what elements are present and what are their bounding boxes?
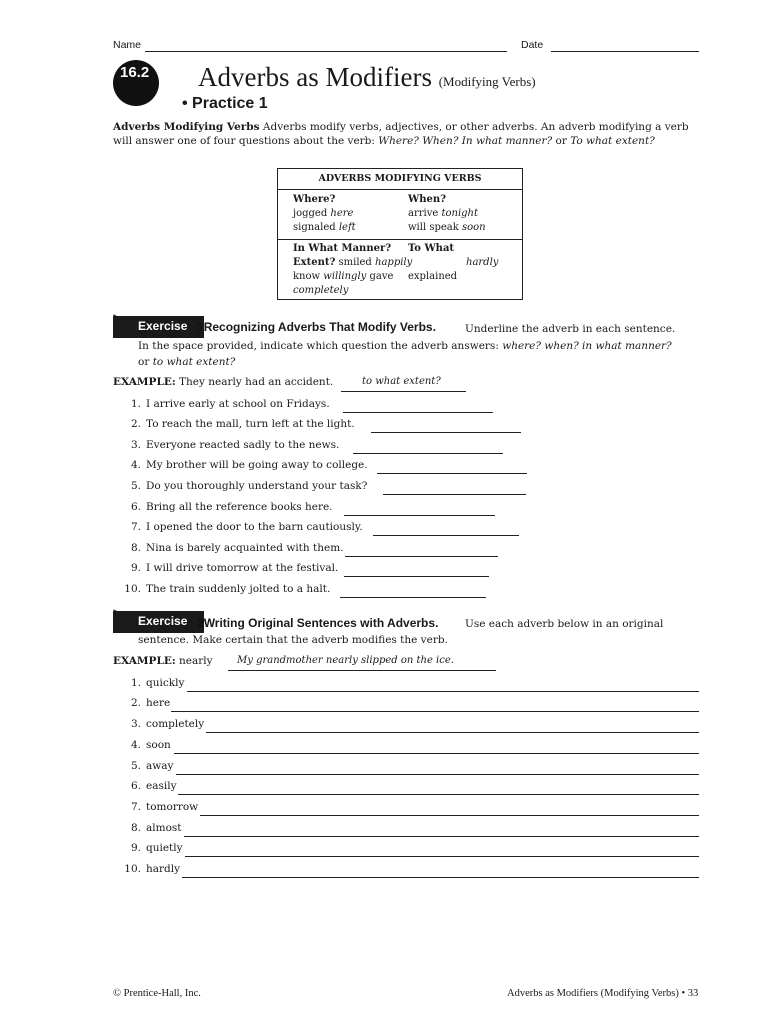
manner-ex1: Extent? smiled happily: [293, 257, 413, 268]
exercise2-tab: Exercise: [113, 611, 204, 633]
exercise1-item: [113, 480, 367, 492]
extent-ex2-verb: explained: [408, 271, 458, 282]
when-ex2: will speak soon: [408, 222, 486, 233]
exercise1-item: [113, 521, 363, 533]
item-number: 7.: [130, 801, 141, 813]
when-label: When?: [408, 194, 446, 205]
page-subtitle: (Modifying Verbs): [438, 74, 536, 89]
item-number: 3.: [130, 439, 141, 451]
item-number: 4.: [130, 459, 141, 471]
item-number: 8.: [130, 542, 141, 554]
exercise2-inst2: sentence. Make certain that the adverb modifies the verb.: [138, 634, 448, 646]
exercise1-example-line: [341, 391, 466, 392]
exercise2-item: [113, 780, 177, 792]
adverbs-table: [277, 168, 523, 300]
where-ex2: signaled left: [293, 222, 356, 233]
exercise2-item: [113, 801, 198, 813]
item-number: 2.: [130, 697, 141, 709]
exercise2-inst1: Use each adverb below in an original: [465, 618, 664, 630]
extent-label: To What: [408, 243, 455, 254]
answer-line[interactable]: [344, 576, 489, 577]
exercise2-item: [113, 697, 170, 709]
exercise1-item: [113, 398, 330, 410]
answer-line[interactable]: [174, 753, 699, 754]
answer-line[interactable]: [187, 691, 699, 692]
table-divider: [278, 239, 522, 240]
item-number: 6.: [130, 501, 141, 513]
item-number: 1.: [130, 398, 141, 410]
answer-line[interactable]: [353, 453, 503, 454]
item-number: 10.: [124, 583, 141, 595]
where-ex1: jogged here: [293, 208, 354, 219]
exercise2-example-answer: My grandmother nearly slipped on the ice.: [237, 655, 454, 666]
manner-ex2: know willingly gave: [293, 271, 394, 282]
item-text: tomorrow: [146, 801, 199, 813]
answer-line[interactable]: [345, 556, 498, 557]
answer-line[interactable]: [340, 597, 486, 598]
answer-line[interactable]: [206, 732, 699, 733]
exercise1-inst1: Underline the adverb in each sentence.: [465, 323, 676, 335]
extent-ex1: hardly: [466, 257, 499, 268]
exercise2-item: [113, 739, 171, 751]
item-text: away: [146, 760, 174, 772]
date-label: Date: [521, 39, 544, 51]
item-number: 1.: [130, 677, 141, 689]
item-text: almost: [146, 822, 182, 834]
exercise2-item: [113, 677, 184, 689]
exercise2-item: [113, 822, 182, 834]
footer-page: Adverbs as Modifiers (Modifying Verbs) • 33: [507, 988, 699, 999]
item-number: 2.: [130, 418, 141, 430]
exercise2-item: [113, 718, 204, 730]
exercise1-item: [113, 439, 339, 451]
item-text: easily: [146, 780, 177, 792]
item-text: quietly: [146, 842, 183, 854]
exercise1-item: [113, 418, 355, 430]
answer-line[interactable]: [200, 815, 699, 816]
item-text: Bring all the reference books here.: [146, 501, 333, 513]
item-number: 8.: [130, 822, 141, 834]
item-number: 4.: [130, 739, 141, 751]
answer-line[interactable]: [182, 877, 699, 878]
answer-line[interactable]: [178, 794, 699, 795]
item-text: I arrive early at school on Fridays.: [146, 398, 330, 410]
answer-line[interactable]: [171, 711, 699, 712]
manner-label: In What Manner?: [293, 243, 392, 254]
item-number: 5.: [130, 760, 141, 772]
item-number: 10.: [124, 863, 141, 875]
exercise2-title: 2Writing Original Sentences with Adverbs.: [197, 616, 439, 630]
when-ex1: arrive tonight: [408, 208, 479, 219]
page-title: Adverbs as Modifiers (Modifying Verbs): [198, 62, 536, 92]
item-number: 6.: [130, 780, 141, 792]
name-label: Name: [113, 39, 142, 51]
item-number: 3.: [130, 718, 141, 730]
exercise1-item: [113, 459, 368, 471]
exercise2-item: [113, 760, 173, 772]
name-field[interactable]: [145, 51, 507, 52]
intro-paragraph: Adverbs Modifying Verbs Adverbs modify verbs, adjectives, or other adverbs. An adverb modifying a verb will answer one of four questions about the verb: Where? When? In what manner? or To what extent?: [113, 121, 689, 147]
where-label: Where?: [293, 194, 336, 205]
exercise1-example: EXAMPLE: They nearly had an accident.: [113, 376, 334, 388]
exercise1-title: 1Recognizing Adverbs That Modify Verbs.: [197, 320, 436, 334]
exercise2-item: [113, 842, 183, 854]
exercise1-item: [113, 501, 333, 513]
item-text: Nina is barely acquainted with them.: [146, 542, 344, 554]
footer-copyright: © Prentice-Hall, Inc.: [113, 988, 201, 999]
item-text: To reach the mall, turn left at the light.: [146, 418, 355, 430]
exercise1-item: [113, 583, 330, 595]
item-text: hardly: [146, 863, 181, 875]
answer-line[interactable]: [371, 432, 521, 433]
answer-line[interactable]: [377, 473, 527, 474]
answer-line[interactable]: [344, 515, 495, 516]
exercise1-item: [113, 542, 344, 554]
exercise2-item: [113, 863, 180, 875]
item-text: I will drive tomorrow at the festival.: [146, 562, 339, 574]
item-text: The train suddenly jolted to a halt.: [146, 583, 331, 595]
answer-line[interactable]: [343, 412, 493, 413]
item-text: soon: [146, 739, 171, 751]
item-text: here: [146, 697, 171, 709]
item-text: quickly: [146, 677, 185, 689]
answer-line[interactable]: [184, 836, 699, 837]
exercise1-item: [113, 562, 338, 574]
item-text: Do you thoroughly understand your task?: [146, 480, 368, 492]
exercise1-example-answer: to what extent?: [362, 376, 441, 387]
extent-ex2-adv: completely: [293, 285, 349, 296]
item-text: My brother will be going away to college.: [146, 459, 368, 471]
table-header: ADVERBS MODIFYING VERBS: [278, 169, 522, 190]
item-number: 9.: [130, 562, 141, 574]
answer-line[interactable]: [176, 774, 699, 775]
item-text: I opened the door to the barn cautiously.: [146, 521, 363, 533]
item-text: completely: [146, 718, 205, 730]
answer-line[interactable]: [185, 856, 699, 857]
answer-line[interactable]: [373, 535, 519, 536]
exercise1-tab: Exercise: [113, 316, 204, 338]
item-number: 7.: [130, 521, 141, 533]
item-number: 5.: [130, 480, 141, 492]
section-badge: 16.2: [113, 60, 159, 106]
exercise2-example-line: [228, 670, 496, 671]
item-number: 9.: [130, 842, 141, 854]
item-text: Everyone reacted sadly to the news.: [146, 439, 340, 451]
answer-line[interactable]: [383, 494, 526, 495]
practice-heading: • Practice 1: [182, 95, 268, 112]
exercise2-example: EXAMPLE: nearly: [113, 655, 213, 667]
exercise1-inst2: In the space provided, indicate which question the adverb answers: where? when? in what manner?: [138, 340, 672, 352]
exercise1-inst3: or to what extent?: [138, 356, 236, 368]
date-field[interactable]: [551, 51, 699, 52]
